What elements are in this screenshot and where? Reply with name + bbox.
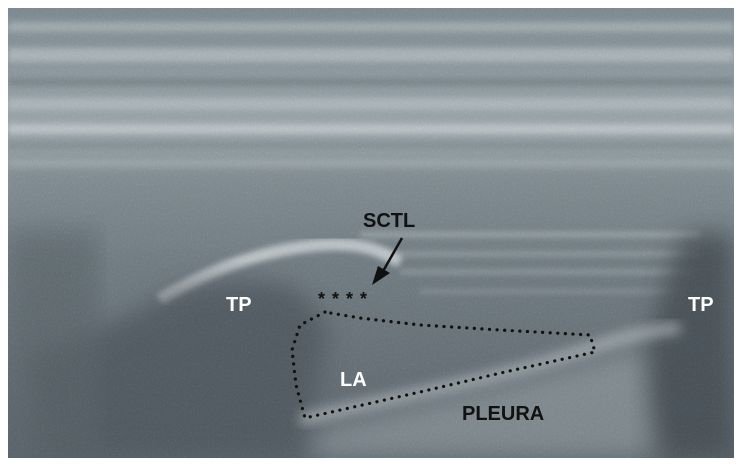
- label-pleura: PLEURA: [462, 403, 545, 425]
- label-la: LA: [340, 369, 367, 391]
- label-sctl: SCTL: [363, 210, 416, 232]
- asterisk-markers: * * * *: [318, 289, 369, 309]
- label-tp-left: TP: [226, 294, 252, 316]
- label-tp-right: TP: [688, 294, 714, 316]
